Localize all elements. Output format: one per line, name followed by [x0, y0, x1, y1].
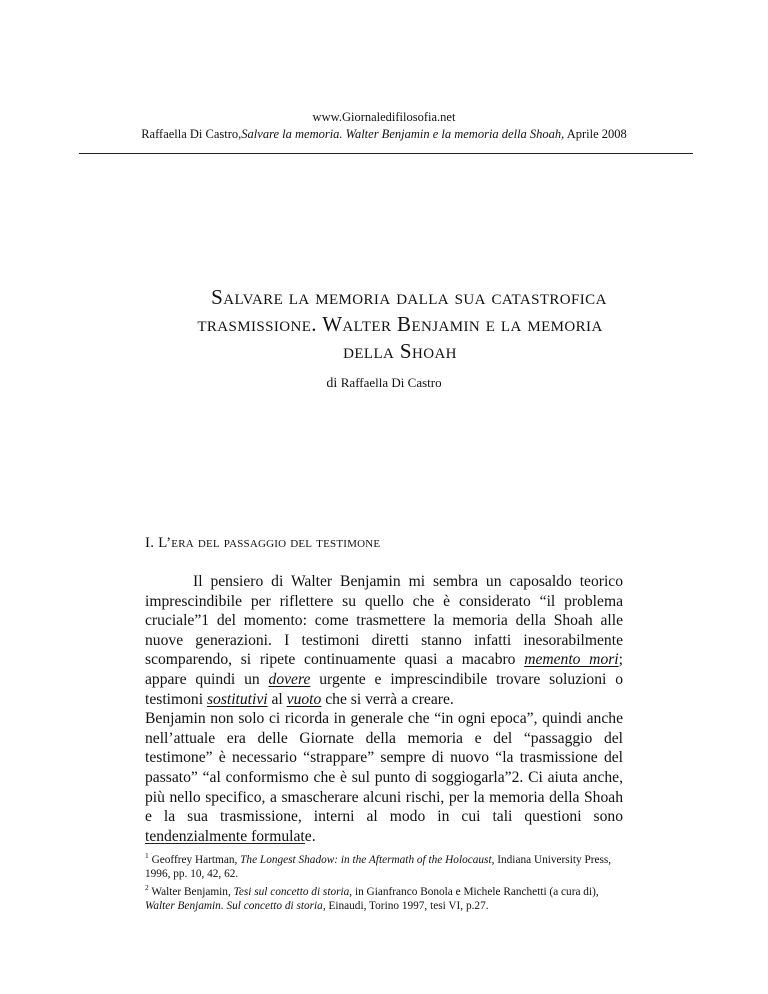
p1-text-e: che si verrà a creare. [321, 690, 454, 708]
footnote-2 [145, 881, 623, 913]
header-divider [79, 153, 693, 154]
fn2-text-a: Walter Benjamin, [148, 885, 234, 898]
footnote-1 [145, 849, 623, 881]
header-citation [0, 127, 768, 142]
document-title [90, 284, 710, 365]
footnotes [145, 849, 623, 913]
body-text [145, 572, 623, 846]
paragraph-1 [145, 572, 623, 709]
title-line-3: della Shoah [343, 339, 457, 363]
p1-text-a: Il pensiero di Walter Benjamin mi sembra un caposaldo teorico imprescindibile per riflettere su quello che è considerato “il problema cruciale”1 del momento: come trasmettere la memoria della Shoah alle nuove generazioni. I testimoni diretti stanno infatti inesorabilmente scomparendo, si ripete continuamente quasi a macabro [145, 573, 623, 669]
p1-text-b: ; appare quindi un [145, 651, 623, 688]
byline-author: Raffaella Di Castro [340, 375, 442, 390]
byline [0, 375, 768, 392]
title-line-1: Salvare la memoria dalla sua catastrofica [211, 285, 607, 309]
fn2-text-b: , in Gianfranco Bonola e Michele Ranchetti (a cura di), [349, 885, 599, 898]
fn1-text-a: Geoffrey Hartman, [148, 853, 241, 866]
p1-text-c: urgente e imprescindibile trovare soluzioni o testimoni [145, 670, 623, 708]
paragraph-2: Benjamin non solo ci ricorda in generale che “in ogni epoca”, quindi anche nell’attuale era delle Giornate della memoria e del “passaggio del testimone” è necessario “strappare” sempre di nuovo “la trasmissione del passato” “al conformismo che è sul punto di soggiogarla”2. Ci aiuta anche, più nello specifico, a smascherare alcuni rischi, per la memoria della Shoah e la sua trasmissione, interni al modo in cui tali questioni sono tendenzialmente formulate. [145, 710, 623, 845]
title-line-2: trasmissione. Walter Benjamin e la memoria [197, 312, 603, 336]
p1-memento-mori: memento mori [524, 651, 619, 669]
p1-text-d: al [267, 690, 287, 708]
header-author: Raffaella Di Castro, [141, 127, 242, 141]
fn2-title-2: Walter Benjamin. Sul concetto di storia [145, 900, 323, 913]
fn1-title: The Longest Shadow: in the Aftermath of the Holocaust [240, 853, 492, 866]
p1-sostitutivi: sostitutivi [206, 690, 268, 708]
footnote-1-number: 1 [145, 851, 149, 860]
footnote-divider [145, 843, 305, 844]
header-date: Aprile 2008 [564, 127, 627, 141]
fn1-text-b: , Indiana University Press, 1996, pp. 10, 42, 62. [145, 853, 612, 880]
p1-dovere: dovere [268, 670, 311, 688]
fn2-title: Tesi sul concetto di storia [233, 885, 350, 898]
fn2-text-c: , Einaudi, Torino 1997, tesi VI, p.27. [322, 900, 489, 913]
section-heading: I. L’era del passaggio del testimone [145, 535, 381, 551]
footnote-2-number: 2 [145, 883, 149, 893]
header-site-url: www.Giornaledifilosofia.net [312, 110, 456, 124]
byline-prefix: di [326, 376, 341, 391]
p1-vuoto: vuoto [286, 690, 322, 708]
header-cite-title: Salvare la memoria. Walter Benjamin e la memoria della Shoah, [241, 127, 565, 141]
